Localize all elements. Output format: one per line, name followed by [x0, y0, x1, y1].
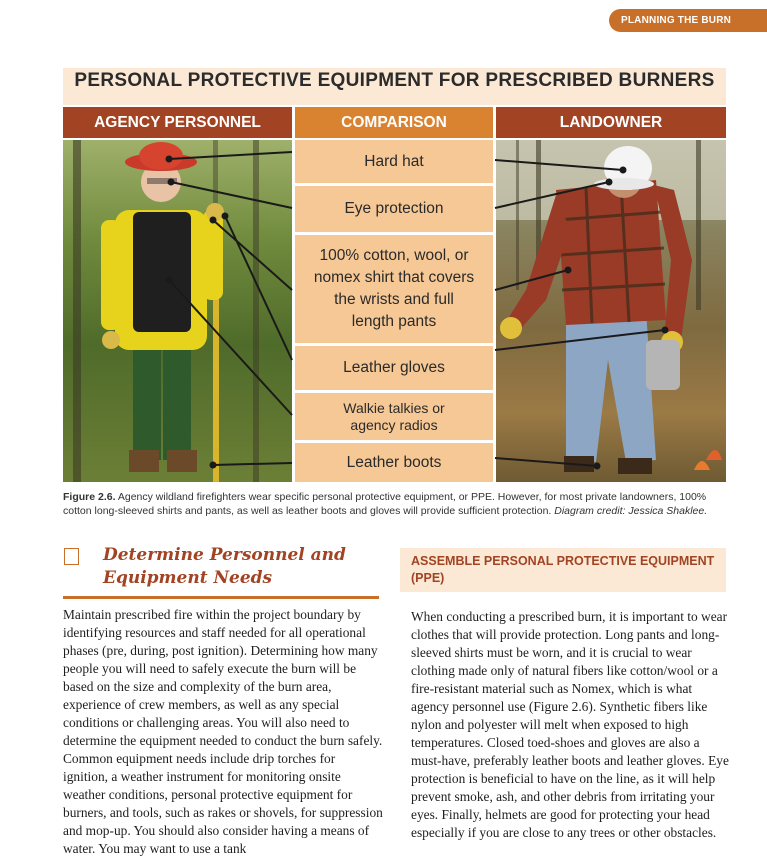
column-header-comparison: COMPARISON	[295, 107, 493, 138]
comparison-item-radios: Walkie talkies or agency radios	[295, 393, 493, 440]
leader-line-right-boot	[495, 458, 597, 466]
caption-label: Figure 2.6.	[63, 491, 116, 503]
comparison-item-shirt-pants: 100% cotton, wool, or nomex shirt that covers the wrists and full length pants	[295, 235, 493, 343]
caption-credit: Diagram credit: Jessica Shaklee.	[554, 505, 708, 517]
leader-line-left-shirt	[213, 220, 292, 290]
leader-line-right-eye	[495, 182, 609, 208]
leader-line-left-hat	[169, 152, 292, 159]
section-tab: PLANNING THE BURN	[609, 9, 767, 32]
section-rule	[63, 596, 379, 599]
sidebar-body-text: When conducting a prescribed burn, it is important to wear clothes that will provide protection. Long pants and long-sleeved shirts must be worn, and it is crucial to wear clothing made only of natural fibers like cotton/wool or a fire-resistant material such as Nomex, which is what agency personnel use (Figure 2.6). Synthetic fibers like nylon and polyester will melt when exposed to high temperatures. Closed toed-shoes and gloves are also a must-have, preferably leather boots and leather gloves. Eye protection is beneficial to have on the line, as it will help prevent smoke, ash, and other debris from irritating your eyes. Finally, helmets are good for protecting your head especially if you are close to any trees or other obstacles.	[411, 609, 729, 840]
leader-line-left-boot	[213, 463, 292, 465]
section-checkbox[interactable]	[64, 548, 79, 565]
section-heading: Determine Personnel and Equipment Needs	[103, 545, 346, 588]
sidebar-heading: ASSEMBLE PERSONAL PROTECTIVE EQUIPMENT (PPE)	[400, 548, 726, 592]
leader-line-left-eye	[171, 182, 292, 208]
comparison-item-eye-protection: Eye protection	[295, 186, 493, 232]
figure-caption	[63, 490, 728, 518]
figure-title: PERSONAL PROTECTIVE EQUIPMENT FOR PRESCRIBED BURNERS	[74, 70, 715, 91]
leader-line-right-shirt	[495, 270, 568, 290]
leader-line-left-glove	[225, 216, 292, 360]
leader-lines	[63, 140, 726, 482]
leader-line-left-radio	[169, 280, 292, 415]
comparison-item-boots: Leather boots	[295, 443, 493, 482]
leader-line-right-hat	[495, 160, 623, 170]
left-body-text: Maintain prescribed fire within the project boundary by identifying resources and staff needed for all operational phases (pre, during, post ignition). Determining how many people you will need to safely execute the burn will be based on the size and complexity of the burn area, experience of crew members, as well as any special conditions or challenging areas. You will also need to determine the equipment needed to conduct the burn safely. Common equipment needs include drip torches for ignition, a weather instrument for monitoring onsite weather conditions, personal protective equipment for burners, and tools, such as rakes or shovels, for suppression and mop-up. You should also consider having a means of water. You may want to use a tank	[63, 607, 383, 856]
leader-line-right-glove	[495, 330, 665, 350]
column-header-landowner: LANDOWNER	[496, 107, 726, 138]
comparison-item-hard-hat: Hard hat	[295, 140, 493, 183]
comparison-item-gloves: Leather gloves	[295, 346, 493, 390]
column-header-agency: AGENCY PERSONNEL	[63, 107, 292, 138]
caption-text: Agency wildland firefighters wear specific personal protective equipment, or PPE. However, for most private landowners, 100% cotton long-sleeved shirts and pants, as well as leather boots and gloves will provide sufficient protection.	[63, 491, 707, 517]
